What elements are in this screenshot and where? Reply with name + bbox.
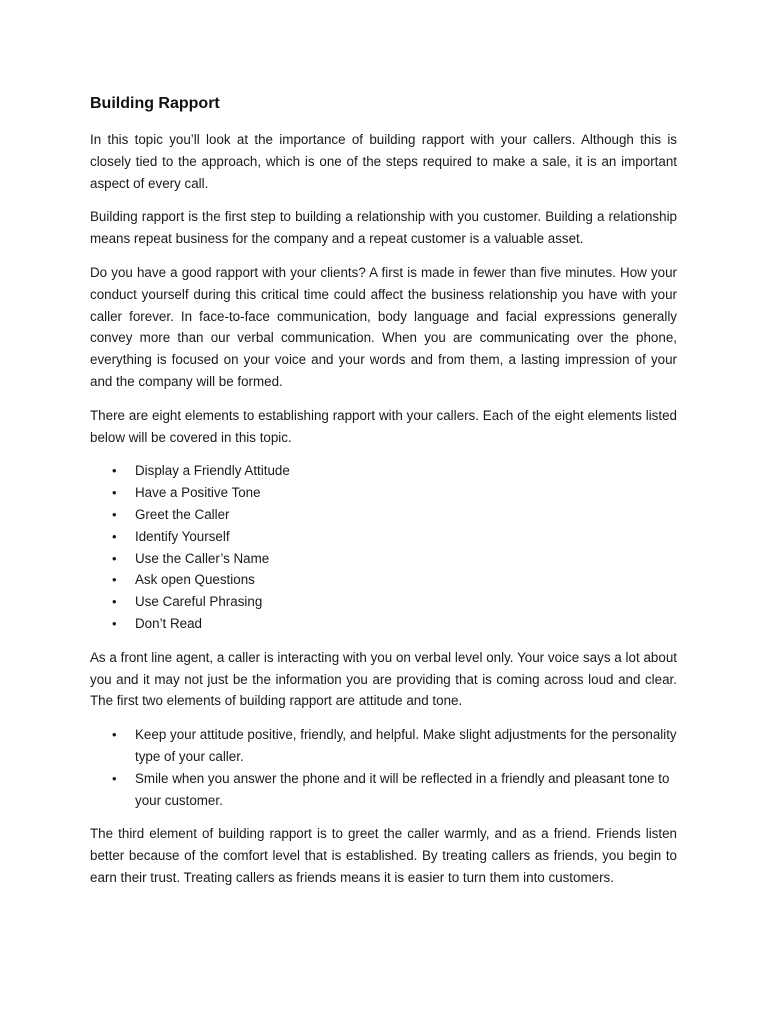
bullet-icon: • [112, 770, 117, 786]
list-item-text: Display a Friendly Attitude [135, 463, 290, 479]
bullet-icon: • [112, 727, 117, 743]
list-item [90, 460, 677, 482]
list-item [90, 548, 677, 570]
elements-list [90, 460, 677, 634]
list-item-text: Don’t Read [135, 615, 202, 631]
list-item-text: Use the Caller’s Name [135, 550, 270, 566]
eight-elements-paragraph: There are eight elements to establishing rapport with your callers. Each of the eight elements listed below will be covered in this topic. [90, 407, 677, 445]
list-item-text: Have a Positive Tone [135, 485, 261, 501]
first-impression-paragraph: Do you have a good rapport with your clients? A first is made in fewer than five minutes. How your conduct yourself during this critical time could affect the business relationship you have with your caller forever. In face-to-face communication, body language and facial expressions generally convey more than our verbal communication. When you are communicating over the phone, everything is focused on your voice and your words and from them, a lasting impression of your and the company will be formed. [90, 264, 677, 389]
relationship-paragraph: Building rapport is the first step to building a relationship with you customer. Building a relationship means repeat business for the company and a repeat customer is a valuable asset. [90, 209, 677, 247]
list-item [90, 768, 677, 812]
bullet-icon: • [112, 594, 117, 610]
bullet-icon: • [112, 528, 117, 544]
list-item-text: Use Careful Phrasing [135, 594, 263, 610]
bullet-icon: • [112, 572, 117, 588]
list-item-text: Smile when you answer the phone and it will be reflected in a friendly and pleasant tone to your customer. [135, 770, 670, 808]
list-item [90, 569, 677, 591]
front-line-paragraph: As a front line agent, a caller is interacting with you on verbal level only. Your voice says a lot about you and it may not just be the information you are providing that is coming across loud and clear. The first two elements of building rapport are attitude and tone. [90, 649, 677, 709]
list-item [90, 504, 677, 526]
list-item [90, 724, 677, 768]
list-item-text: Identify Yourself [135, 528, 230, 544]
bullet-icon: • [112, 550, 117, 566]
tips-list [90, 724, 677, 811]
intro-paragraph: In this topic you’ll look at the importance of building rapport with your callers. Although this is closely tied to the approach, which is one of the steps required to make a sale, it is an important aspect of every call. [90, 132, 677, 191]
bullet-icon: • [112, 485, 117, 501]
list-item [90, 482, 677, 504]
bullet-icon: • [112, 506, 117, 522]
list-item-text: Ask open Questions [135, 572, 255, 588]
document-page [90, 93, 677, 901]
bullet-icon: • [112, 615, 117, 631]
list-item-text: Keep your attitude positive, friendly, and helpful. Make slight adjustments for the personality type of your caller. [135, 727, 677, 764]
list-item [90, 526, 677, 548]
list-item [90, 591, 677, 613]
greeting-paragraph: The third element of building rapport is to greet the caller warmly, and as a friend. Friends listen better because of the comfort level that is established. By treating callers as friends, you begin to earn their trust. Treating callers as friends means it is easier to turn them into customers. [90, 826, 677, 885]
list-item [90, 613, 677, 635]
bullet-icon: • [112, 463, 117, 479]
document-title: Building Rapport [90, 95, 220, 112]
list-item-text: Greet the Caller [135, 506, 230, 522]
